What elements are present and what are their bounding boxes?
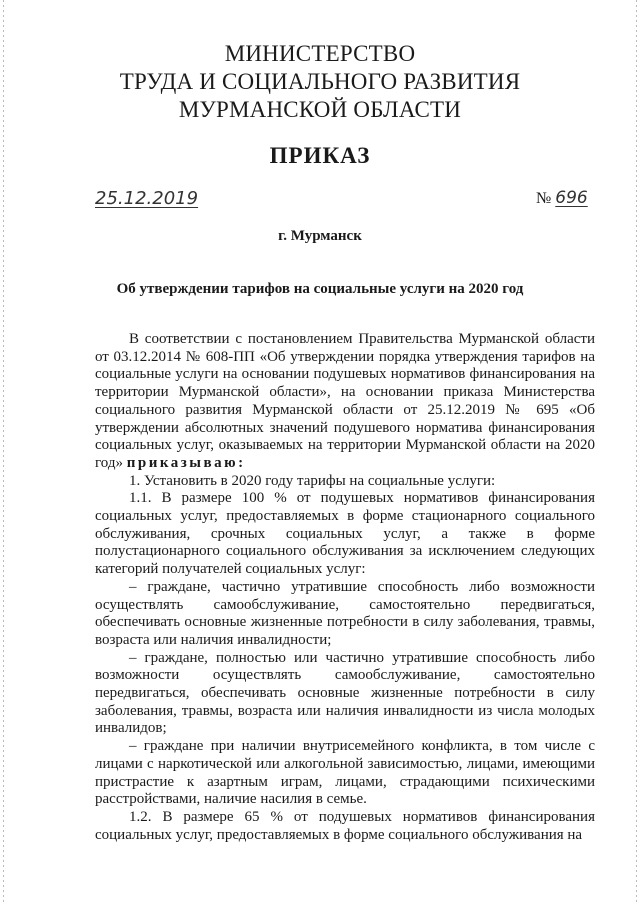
order-number [536, 188, 588, 208]
preamble-paragraph [95, 331, 595, 473]
category-bullet-1: – граждане, частично утратившие способность либо возможности осуществлять самообслуживание, самостоятельно передвигаться, обеспечивать основные жизненные потребности в силу заболевания, травмы, возраста или наличия инвалидности; [95, 578, 595, 648]
order-verb: приказываю: [126, 454, 246, 471]
order-date-handwritten: 25.12.2019 [95, 188, 199, 209]
ministry-name-line-3: МУРМАНСКОЙ ОБЛАСТИ [178, 97, 462, 122]
order-number-handwritten: 696 [555, 188, 588, 208]
order-body [95, 331, 595, 844]
item-1-2: 1.2. В размере 65 % от подушевых нормативов финансирования социальных услуг, предоставляемых в форме социального обслуживания на [95, 808, 595, 843]
document-type-title: ПРИКАЗ [269, 143, 371, 168]
preamble-text: В соответствии с постановлением Правительства Мурманской области от 03.12.2014 № 608-ПП «Об утверждении порядка утверждения тарифов на социальные услуги на основании подушевых нормативов финансирования на территории Мурманской области», на основании приказа Министерства социального развития Мурманской области от 25.12.2019 № 695 «Об утверждении абсолютных значений подушевого норматива финансирования социальных услуг, оказываемых на территории Мурманской области на 2020 год» [95, 331, 595, 471]
order-subject: Об утверждении тарифов на социальные услуги на 2020 год [116, 281, 524, 297]
city-line: г. Мурманск [278, 228, 362, 244]
category-bullet-3: – граждане при наличии внутрисемейного конфликта, в том числе с лицами с наркотической или алкогольной зависимостью, лицами, имеющими пристрастие к азартным играм, лицами, страдающими психическими расстройствами, наличие насилия в семье. [95, 738, 595, 808]
scan-edge-left [3, 0, 4, 905]
scan-edge-right [636, 0, 637, 905]
ministry-name-line-2: ТРУДА И СОЦИАЛЬНОГО РАЗВИТИЯ [119, 69, 521, 94]
category-bullet-2: – граждане, полностью или частично утратившие способность либо возможности осуществлять самообслуживание, самостоятельно передвигаться, обеспечивать основные жизненные потребности в силу заболевания, травмы, возраста или наличия инвалидности из числа молодых инвалидов; [95, 649, 595, 737]
order-number-label: № [536, 190, 552, 207]
ministry-name-line-1: МИНИСТЕРСТВО [224, 41, 416, 66]
item-1: 1. Установить в 2020 году тарифы на социальные услуги: [129, 472, 496, 489]
item-1-1: 1.1. В размере 100 % от подушевых нормативов финансирования социальных услуг, предоставляемых в форме стационарного социального обслуживания, срочных социальных услуг, а также в форме полустационарного социального обслуживания за исключением следующих категорий получателей социальных услуг: [95, 490, 595, 578]
